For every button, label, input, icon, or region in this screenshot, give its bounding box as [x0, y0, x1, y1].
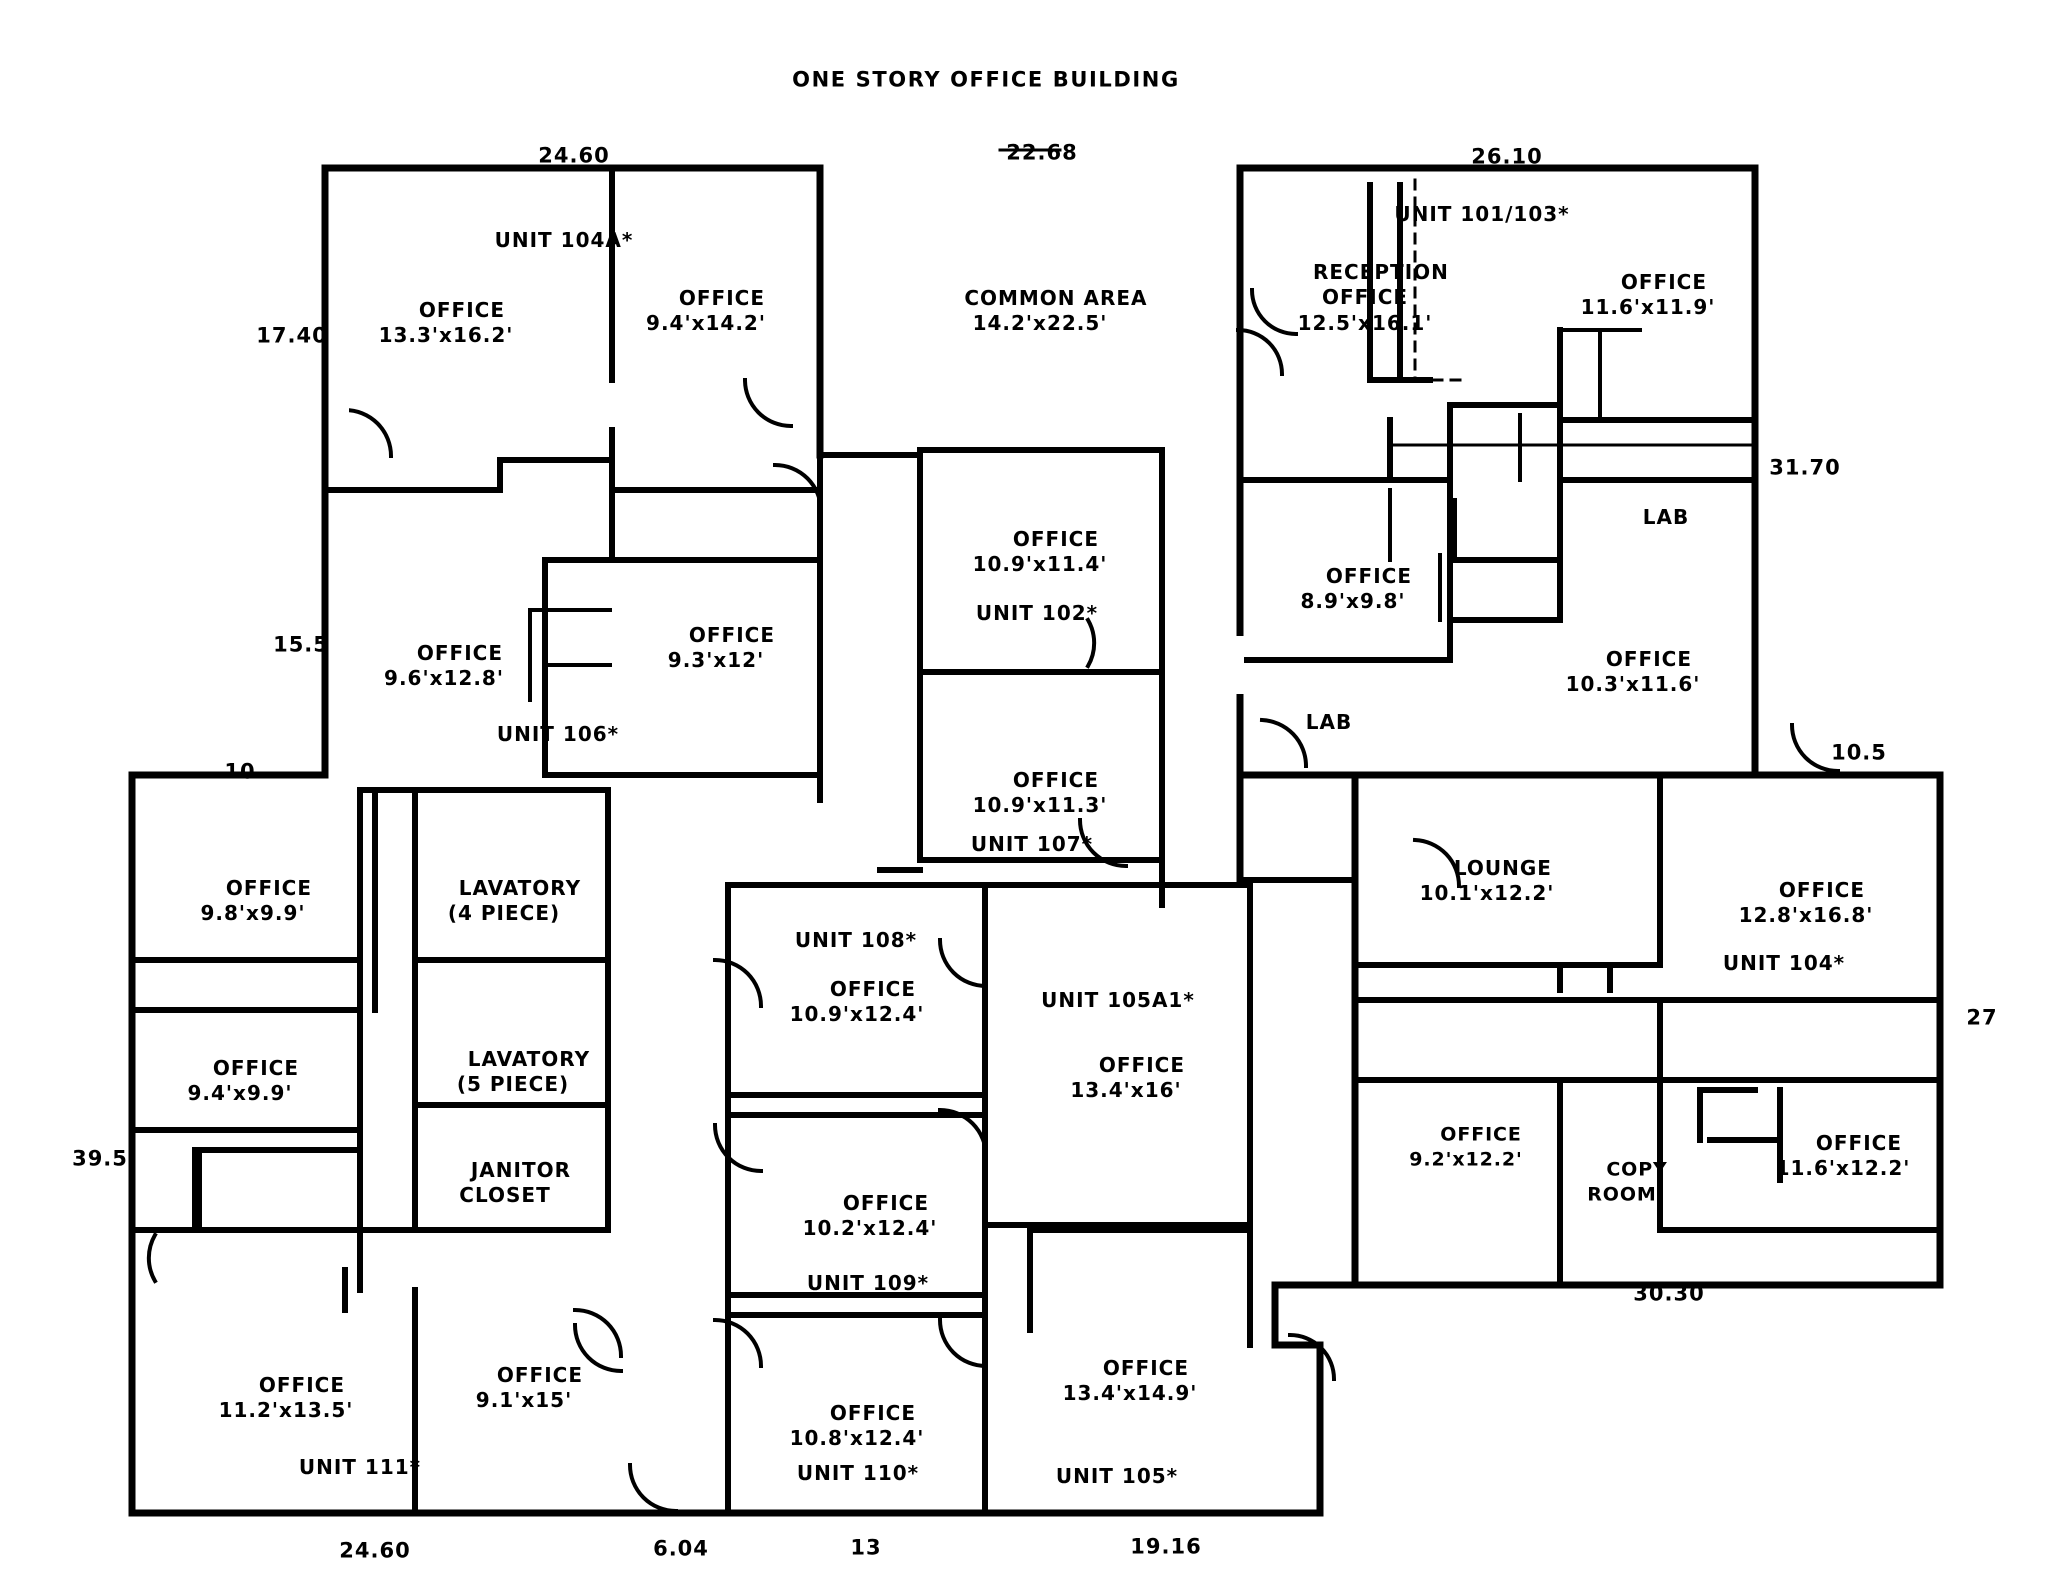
- unit-label-111: UNIT 111*: [298, 1455, 422, 1480]
- room-label-office-8-9x9-8: OFFICE 8.9'x9.8': [1300, 563, 1412, 613]
- room-label-lab-left: LAB: [1305, 710, 1353, 735]
- room-label-office-13-4x16: OFFICE 13.4'x16': [1070, 1052, 1185, 1102]
- room-label-office-13-3x16-2: OFFICE 13.3'x16.2': [378, 297, 514, 347]
- unit-label-102: UNIT 102*: [975, 601, 1099, 626]
- room-label-office-9-1x15: OFFICE 9.1'x15': [475, 1362, 583, 1412]
- dimension-top-24-60: 24.60: [538, 143, 610, 168]
- page-title: ONE STORY OFFICE BUILDING: [792, 67, 1180, 92]
- dimension-left-39-5: 39.5: [72, 1146, 128, 1171]
- room-label-office-11-6x11-9: OFFICE 11.6'x11.9': [1580, 269, 1716, 319]
- dimension-right-31-70: 31.70: [1769, 455, 1841, 480]
- room-label-office-13-4x14-9: OFFICE 13.4'x14.9': [1062, 1355, 1198, 1405]
- room-label-reception-office: RECEPTION OFFICE 12.5'x16.1': [1297, 259, 1449, 335]
- dimension-top-26-10: 26.10: [1471, 144, 1543, 169]
- room-label-office-11-6x12-2: OFFICE 11.6'x12.2': [1775, 1130, 1911, 1180]
- dimension-bottom-24-60: 24.60: [339, 1538, 411, 1563]
- dimension-right-10-5: 10.5: [1831, 740, 1887, 765]
- room-label-office-10-2x12-4: OFFICE 10.2'x12.4': [802, 1190, 938, 1240]
- room-label-copy-room: COPY ROOM: [1587, 1158, 1668, 1205]
- room-label-office-9-6x12-8: OFFICE 9.6'x12.8': [384, 640, 504, 690]
- unit-label-104: UNIT 104*: [1722, 951, 1846, 976]
- unit-label-101-103: UNIT 101/103*: [1394, 202, 1570, 227]
- room-label-office-12-8x16-8: OFFICE 12.8'x16.8': [1738, 877, 1874, 927]
- unit-label-106: UNIT 106*: [496, 722, 620, 747]
- dimension-left-10: 10: [224, 759, 256, 784]
- room-label-office-10-3x11-6: OFFICE 10.3'x11.6': [1565, 646, 1701, 696]
- unit-label-105: UNIT 105*: [1055, 1464, 1179, 1489]
- room-label-lavatory-5-piece: LAVATORY (5 PIECE): [456, 1046, 591, 1096]
- dimension-right-27: 27: [1966, 1005, 1998, 1030]
- unit-label-110: UNIT 110*: [796, 1461, 920, 1486]
- room-label-janitor-closet: JANITOR CLOSET: [459, 1157, 572, 1207]
- room-label-office-10-9x11-3: OFFICE 10.9'x11.3': [972, 767, 1108, 817]
- dimension-bottom-13: 13: [850, 1535, 882, 1560]
- unit-label-108: UNIT 108*: [794, 928, 918, 953]
- dimension-30-30: 30.30: [1633, 1281, 1705, 1306]
- room-label-lounge: LOUNGE 10.1'x12.2': [1419, 855, 1555, 905]
- room-label-office-10-8x12-4: OFFICE 10.8'x12.4': [789, 1400, 925, 1450]
- unit-label-104a: UNIT 104A*: [494, 228, 634, 253]
- room-label-office-11-2x13-5: OFFICE 11.2'x13.5': [218, 1372, 354, 1422]
- dimension-bottom-6-04: 6.04: [653, 1536, 709, 1561]
- room-label-office-9-4x14-2: OFFICE 9.4'x14.2': [646, 285, 766, 335]
- unit-label-107: UNIT 107*: [970, 832, 1094, 857]
- room-label-lab-right: LAB: [1642, 505, 1690, 530]
- room-label-office-9-2x12-2: OFFICE 9.2'x12.2': [1409, 1123, 1523, 1170]
- room-label-office-10-9x11-4: OFFICE 10.9'x11.4': [972, 526, 1108, 576]
- unit-label-109: UNIT 109*: [806, 1271, 930, 1296]
- room-label-office-9-8x9-9: OFFICE 9.8'x9.9': [200, 875, 312, 925]
- dimension-bottom-19-16: 19.16: [1130, 1534, 1202, 1559]
- dimension-left-17-40: 17.40: [256, 323, 328, 348]
- room-label-common-area: COMMON AREA 14.2'x22.5': [964, 285, 1148, 335]
- unit-label-105a1: UNIT 105A1*: [1041, 988, 1195, 1013]
- dimension-top-22-68: 22.68: [1006, 140, 1078, 165]
- room-label-office-10-9x12-4: OFFICE 10.9'x12.4': [789, 976, 925, 1026]
- room-label-office-9-3x12: OFFICE 9.3'x12': [667, 622, 775, 672]
- room-label-lavatory-4-piece: LAVATORY (4 PIECE): [447, 875, 582, 925]
- room-label-office-9-4x9-9: OFFICE 9.4'x9.9': [187, 1055, 299, 1105]
- dimension-left-15-5: 15.5: [273, 632, 329, 657]
